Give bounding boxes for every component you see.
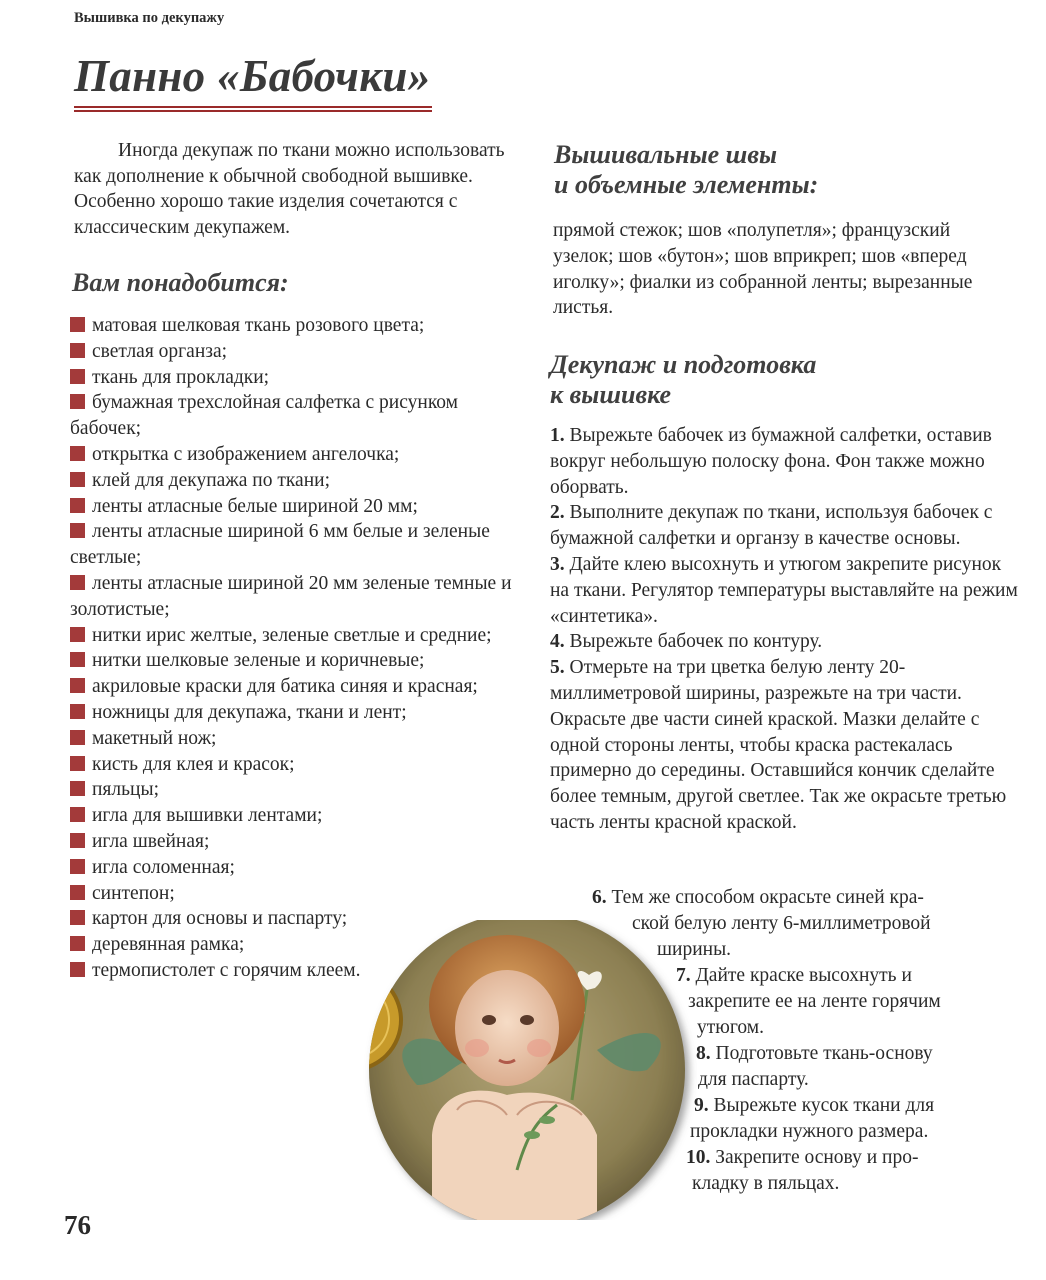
material-text: макетный нож; bbox=[92, 727, 217, 749]
step-line bbox=[697, 1015, 764, 1041]
step-item bbox=[550, 655, 1020, 836]
material-item bbox=[70, 803, 520, 829]
step-text: Дайте краске высохнуть и bbox=[695, 965, 912, 986]
step-number: 4. bbox=[550, 631, 570, 653]
square-bullet-icon bbox=[70, 781, 85, 796]
stitches-heading-line2: и объемные элементы: bbox=[554, 170, 819, 199]
square-bullet-icon bbox=[70, 472, 85, 487]
step-text: Вырежьте бабочек по контуру. bbox=[569, 631, 823, 653]
intro-paragraph: Иногда декупаж по ткани можно использовать как дополнение к обычной свободной вышивке. Особенно хорошо такие изделия сочетаются с классическим декупажем. bbox=[74, 140, 505, 238]
square-bullet-icon bbox=[70, 730, 85, 745]
material-text: игла для вышивки лентами; bbox=[92, 805, 323, 827]
square-bullet-icon bbox=[70, 833, 85, 848]
square-bullet-icon bbox=[70, 652, 85, 667]
material-item bbox=[70, 881, 520, 907]
step-text: утюгом. bbox=[697, 1016, 764, 1038]
title-underline bbox=[74, 106, 432, 112]
material-item bbox=[70, 674, 520, 700]
step-text: ширины. bbox=[657, 938, 732, 960]
material-item bbox=[70, 313, 520, 339]
material-text: ленты атласные шириной 6 мм белые и зеленые светлые; bbox=[70, 521, 490, 569]
material-item bbox=[70, 752, 520, 778]
step-text: Дайте клею высохнуть и утюгом закрепите рисунок на ткани. Регулятор температуры выставляйте на режим «синтетика». bbox=[550, 553, 1018, 627]
material-text: акриловые краски для батика синяя и красная; bbox=[92, 676, 478, 698]
square-bullet-icon bbox=[70, 343, 85, 358]
material-item bbox=[70, 339, 520, 365]
stitches-heading-line1: Вышивальные швы bbox=[554, 140, 777, 169]
material-text: ножницы для декупажа, ткани и лент; bbox=[92, 701, 407, 723]
material-item bbox=[70, 519, 520, 571]
material-text: ткань для прокладки; bbox=[92, 366, 270, 388]
material-item bbox=[70, 700, 520, 726]
material-item bbox=[70, 623, 520, 649]
square-bullet-icon bbox=[70, 859, 85, 874]
step-text: Вырежьте бабочек из бумажной салфетки, оставив вокруг небольшую полоску фона. Фон также можно оборвать. bbox=[550, 425, 992, 498]
square-bullet-icon bbox=[70, 498, 85, 513]
step-number: 1. bbox=[550, 425, 570, 446]
material-text: бумажная трехслойная салфетка с рисунком бабочек; bbox=[70, 392, 459, 440]
material-text: термопистолет с горячим клеем. bbox=[92, 959, 361, 981]
square-bullet-icon bbox=[70, 523, 85, 538]
material-item bbox=[70, 365, 520, 391]
square-bullet-icon bbox=[70, 936, 85, 951]
square-bullet-icon bbox=[70, 678, 85, 693]
step-line bbox=[698, 1067, 809, 1093]
material-item bbox=[70, 829, 520, 855]
step-item bbox=[550, 500, 1020, 552]
material-text: картон для основы и паспарту; bbox=[92, 908, 348, 930]
material-item bbox=[70, 468, 520, 494]
steps-list bbox=[550, 423, 1020, 836]
square-bullet-icon bbox=[70, 369, 85, 384]
square-bullet-icon bbox=[70, 910, 85, 925]
step-text: Отмерьте на три цветка белую ленту 20-миллиметровой ширины, разрежьте на три части. Окрасьте две части синей краской. Мазки делайте с одной стороны ленты, чтобы краска растекалась примерно до середины. Оставшийся кончик сделайте более темным, другой светлее. Так же окрасьте третью часть ленты красной краской. bbox=[550, 657, 1007, 833]
step-number: 9. bbox=[694, 1095, 714, 1116]
square-bullet-icon bbox=[70, 627, 85, 642]
angel-medallion-image bbox=[357, 920, 697, 1220]
material-text: ленты атласные шириной 20 мм зеленые темные и золотистые; bbox=[70, 572, 512, 620]
material-text: кисть для клея и красок; bbox=[92, 753, 295, 775]
step-text: Вырежьте кусок ткани для bbox=[713, 1095, 935, 1116]
step-line bbox=[690, 1119, 928, 1145]
stitches-heading bbox=[554, 140, 818, 200]
material-text: синтепон; bbox=[92, 882, 175, 904]
material-text: ленты атласные белые шириной 20 мм; bbox=[92, 495, 418, 517]
step-number: 3. bbox=[550, 553, 570, 575]
step-line bbox=[696, 1041, 933, 1067]
step-number: 10. bbox=[686, 1147, 716, 1168]
step-line bbox=[676, 963, 912, 989]
step-text: ской белую ленту 6-миллиметровой bbox=[632, 912, 931, 934]
material-item bbox=[70, 442, 520, 468]
decoupage-heading-line2: к вышивке bbox=[550, 380, 672, 409]
square-bullet-icon bbox=[70, 885, 85, 900]
square-bullet-icon bbox=[70, 575, 85, 590]
step-text: Тем же способом окрасьте синей кра- bbox=[611, 887, 924, 908]
material-text: деревянная рамка; bbox=[92, 934, 245, 956]
square-bullet-icon bbox=[70, 394, 85, 409]
step-text: кладку в пяльцах. bbox=[692, 1172, 840, 1194]
square-bullet-icon bbox=[70, 807, 85, 822]
materials-list bbox=[70, 313, 520, 984]
decoupage-heading bbox=[550, 350, 816, 410]
step-number: 2. bbox=[550, 502, 570, 524]
material-item bbox=[70, 855, 520, 881]
step-number: 5. bbox=[550, 657, 570, 679]
step-text: закрепите ее на ленте горячим bbox=[688, 990, 941, 1012]
material-item bbox=[70, 777, 520, 803]
material-item bbox=[70, 494, 520, 520]
step-line bbox=[688, 989, 941, 1015]
step-line bbox=[592, 885, 924, 911]
stitches-text: прямой стежок; шов «полупетля»; французский узелок; шов «бутон»; шов вприкреп; шов «вперед иголку»; фиалки из собранной ленты; вырезанные листья. bbox=[553, 220, 973, 319]
step-item bbox=[550, 552, 1020, 629]
material-item bbox=[70, 571, 520, 623]
materials-heading: Вам понадобится: bbox=[72, 268, 289, 297]
running-head: Вышивка по декупажу bbox=[74, 10, 225, 26]
step-number: 8. bbox=[696, 1043, 716, 1064]
step-line bbox=[692, 1171, 839, 1197]
step-text: Закрепите основу и про- bbox=[715, 1147, 919, 1168]
step-item bbox=[550, 423, 1020, 500]
step-text: Подготовьте ткань-основу bbox=[715, 1043, 933, 1064]
material-text: открытка с изображением ангелочка; bbox=[92, 443, 400, 465]
material-text: пяльцы; bbox=[92, 779, 159, 801]
material-text: матовая шелковая ткань розового цвета; bbox=[92, 315, 425, 336]
material-text: светлая органза; bbox=[92, 340, 228, 362]
step-text: прокладки нужного размера. bbox=[690, 1120, 929, 1142]
page-number: 76 bbox=[64, 1210, 91, 1240]
material-text: клей для декупажа по ткани; bbox=[92, 469, 330, 491]
step-number: 7. bbox=[676, 965, 696, 986]
square-bullet-icon bbox=[70, 446, 85, 461]
material-text: нитки ирис желтые, зеленые светлые и средние; bbox=[92, 624, 492, 646]
material-item bbox=[70, 390, 520, 442]
square-bullet-icon bbox=[70, 756, 85, 771]
square-bullet-icon bbox=[70, 704, 85, 719]
material-text: нитки шелковые зеленые и коричневые; bbox=[92, 650, 425, 672]
material-item bbox=[70, 726, 520, 752]
page-title: Панно «Бабочки» bbox=[74, 51, 431, 101]
decoupage-heading-line1: Декупаж и подготовка bbox=[550, 350, 817, 379]
step-item bbox=[550, 629, 1020, 655]
step-text: Выполните декупаж по ткани, используя бабочек с бумажной салфетки и органзу в качестве основы. bbox=[550, 502, 993, 550]
step-text: для паспарту. bbox=[698, 1068, 809, 1090]
step-number: 6. bbox=[592, 887, 612, 908]
square-bullet-icon bbox=[70, 962, 85, 977]
material-item bbox=[70, 648, 520, 674]
material-text: игла швейная; bbox=[92, 830, 210, 852]
step-line bbox=[694, 1093, 934, 1119]
material-text: игла соломенная; bbox=[92, 856, 235, 878]
square-bullet-icon bbox=[70, 317, 85, 332]
step-line bbox=[686, 1145, 918, 1171]
